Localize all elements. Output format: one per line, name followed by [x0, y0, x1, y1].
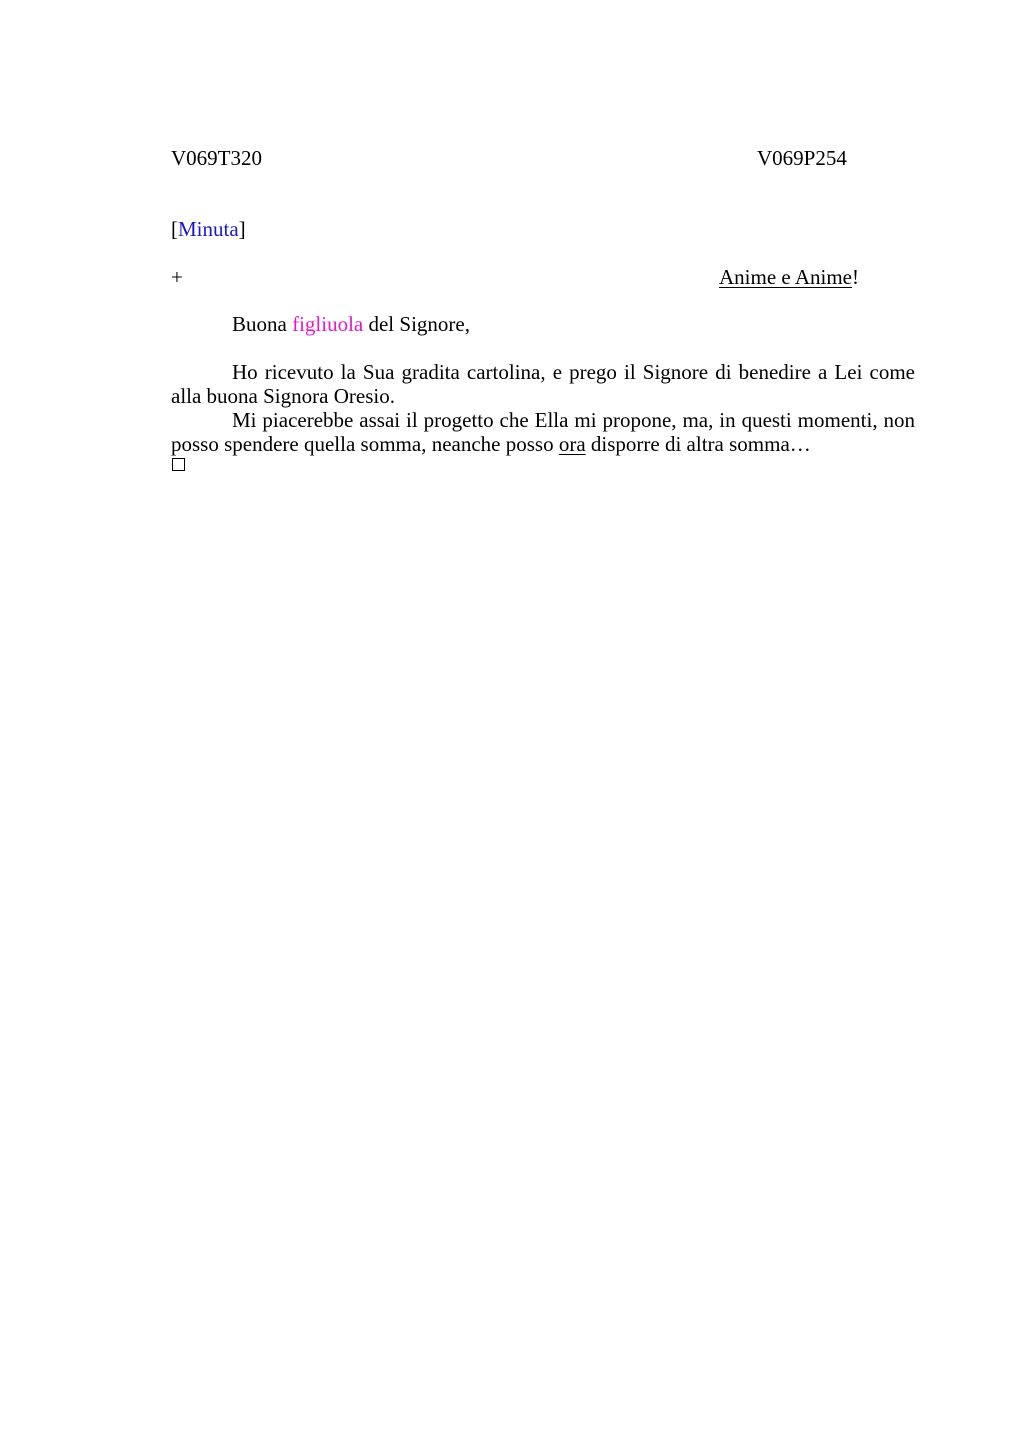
salutation — [232, 312, 470, 336]
cross-symbol: + — [171, 265, 183, 289]
empty-square-icon — [172, 458, 185, 471]
motto-text: Anime e Anime — [719, 265, 852, 289]
paragraph-2-start: Mi piacerebbe assai il progetto che Ella mi propone, ma, in questi momenti, non posso spendere quella somma, neanche posso — [171, 408, 915, 456]
document-code-right: V069P254 — [757, 146, 847, 170]
paragraph-1: Ho ricevuto la Sua gradita cartolina, e prego il Signore di benedire a Lei come alla buona Signora Oresio. — [171, 360, 915, 408]
letter-body — [171, 360, 915, 456]
document-code-left: V069T320 — [171, 146, 262, 170]
motto-exclamation: ! — [851, 265, 859, 289]
bracket-close: ] — [238, 217, 246, 241]
salutation-suffix: del Signore, — [363, 312, 470, 336]
minuta-label: Minuta — [178, 217, 239, 241]
paragraph-2-end: disporre di altra somma… — [585, 432, 811, 456]
minuta-note — [171, 217, 246, 241]
salutation-highlight: figliuola — [292, 312, 364, 336]
motto — [719, 265, 859, 289]
salutation-prefix: Buona — [232, 312, 293, 336]
bracket-open: [ — [171, 217, 178, 241]
underlined-word: ora — [558, 432, 586, 456]
paragraph-2 — [171, 408, 915, 456]
